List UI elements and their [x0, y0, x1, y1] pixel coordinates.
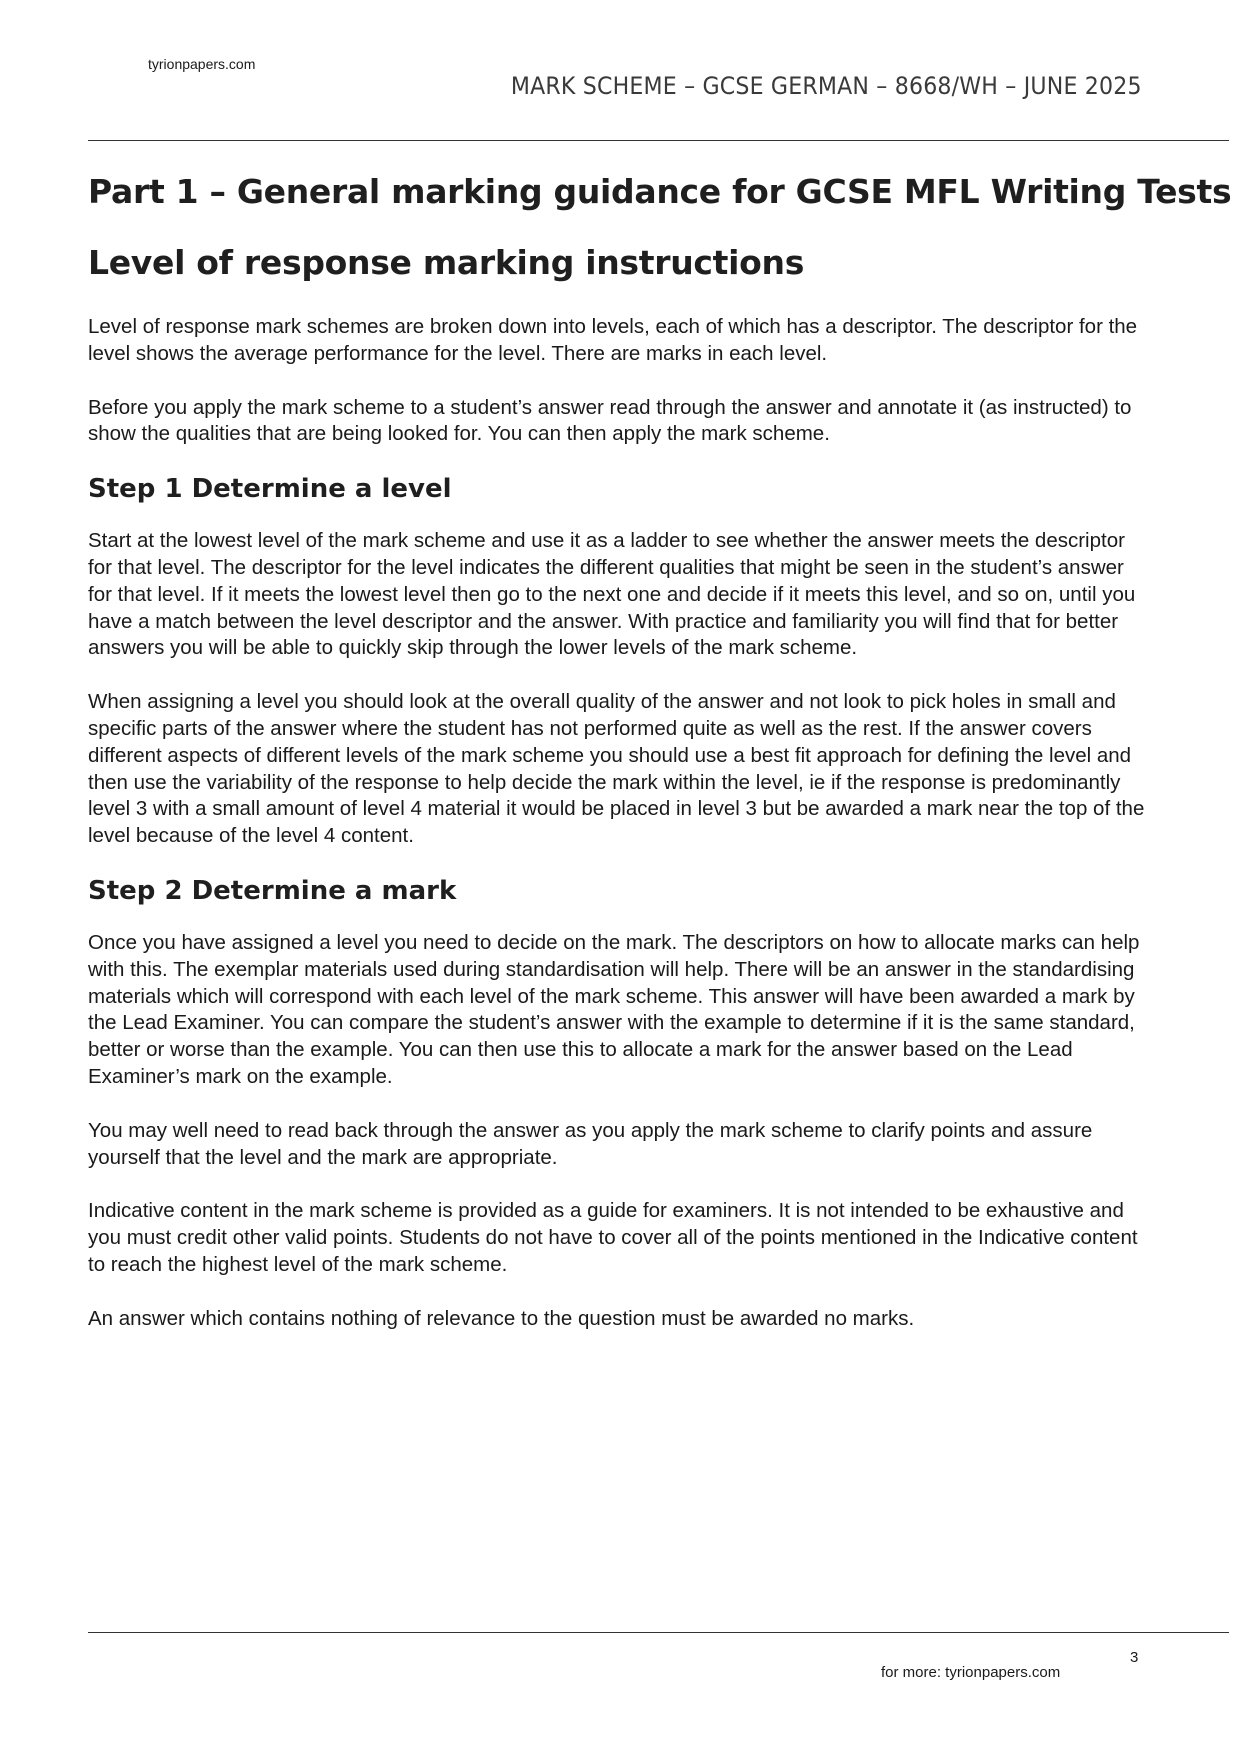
step2-heading: Step 2 Determine a mark — [88, 875, 457, 906]
intro-paragraph: Before you apply the mark scheme to a student’s answer read through the answer and annotate it (as instructed) to show the qualities that are being looked for. You can then apply the mark scheme. — [88, 395, 1132, 446]
page-content — [88, 170, 1232, 1333]
step2-paragraph: An answer which contains nothing of relevance to the question must be awarded no marks. — [88, 1306, 915, 1330]
step2-paragraph: Indicative content in the mark scheme is provided as a guide for examiners. It is not intended to be exhaustive and you must credit other valid points. Students do not have to cover all of the points mentioned in the Indicative content to reach the highest level of the mark scheme. — [88, 1199, 1138, 1276]
step2-paragraph: You may well need to read back through the answer as you apply the mark scheme to clarify points and assure yourself that the level and the mark are appropriate. — [88, 1118, 1093, 1169]
step1-paragraph: Start at the lowest level of the mark scheme and use it as a ladder to see whether the answer meets the descriptor for that level. The descriptor for the level indicates the different qualities that might be seen in the student’s answer for that level. If it meets the lowest level then go to the next one and decide if it meets this level, and so on, until you have a match between the level descriptor and the answer. With practice and familiarity you will find that for better answers you will be able to quickly skip through the lower levels of the mark scheme. — [88, 529, 1136, 660]
footer-divider — [88, 1632, 1229, 1633]
running-header-title: MARK SCHEME – GCSE GERMAN – 8668/WH – JUNE 2025 — [511, 72, 1142, 100]
site-watermark-bottom: for more: tyrionpapers.com — [881, 1664, 1061, 1681]
intro-paragraph: Level of response mark schemes are broken down into levels, each of which has a descriptor. The descriptor for the level shows the average performance for the level. There are marks in each level. — [88, 315, 1138, 365]
step1-heading: Step 1 Determine a level — [88, 474, 452, 505]
step1-paragraph: When assigning a level you should look at the overall quality of the answer and not look to pick holes in small and specific parts of the answer where the student has not performed quite as well as the rest. If the answer covers different aspects of different levels of the mark scheme you should use a best fit approach for defining the level and then use the variability of the response to help decide the mark within the level, ie if the response is predominantly level 3 with a small amount of level 4 material it would be placed in level 3 but be awarded a mark near the top of the level because of the level 4 content. — [88, 690, 1145, 848]
page-number: 3 — [1130, 1649, 1139, 1666]
part-title: Part 1 – General marking guidance for GCSE MFL Writing Tests — [88, 172, 1232, 211]
site-watermark-top: tyrionpapers.com — [148, 56, 256, 72]
section-title: Level of response marking instructions — [88, 243, 805, 282]
header-divider — [88, 140, 1229, 141]
step2-paragraph: Once you have assigned a level you need to decide on the mark. The descriptors on how to allocate marks can help with this. The exemplar materials used during standardisation will help. There will be an answer in the standardising materials which will correspond with each level of the mark scheme. This answer will have been awarded a mark by the Lead Examiner. You can compare the student’s answer with the example to determine if it is the same standard, better or worse than the example. You can then use this to allocate a mark for the answer based on the Lead Examiner’s mark on the example. — [88, 930, 1140, 1088]
